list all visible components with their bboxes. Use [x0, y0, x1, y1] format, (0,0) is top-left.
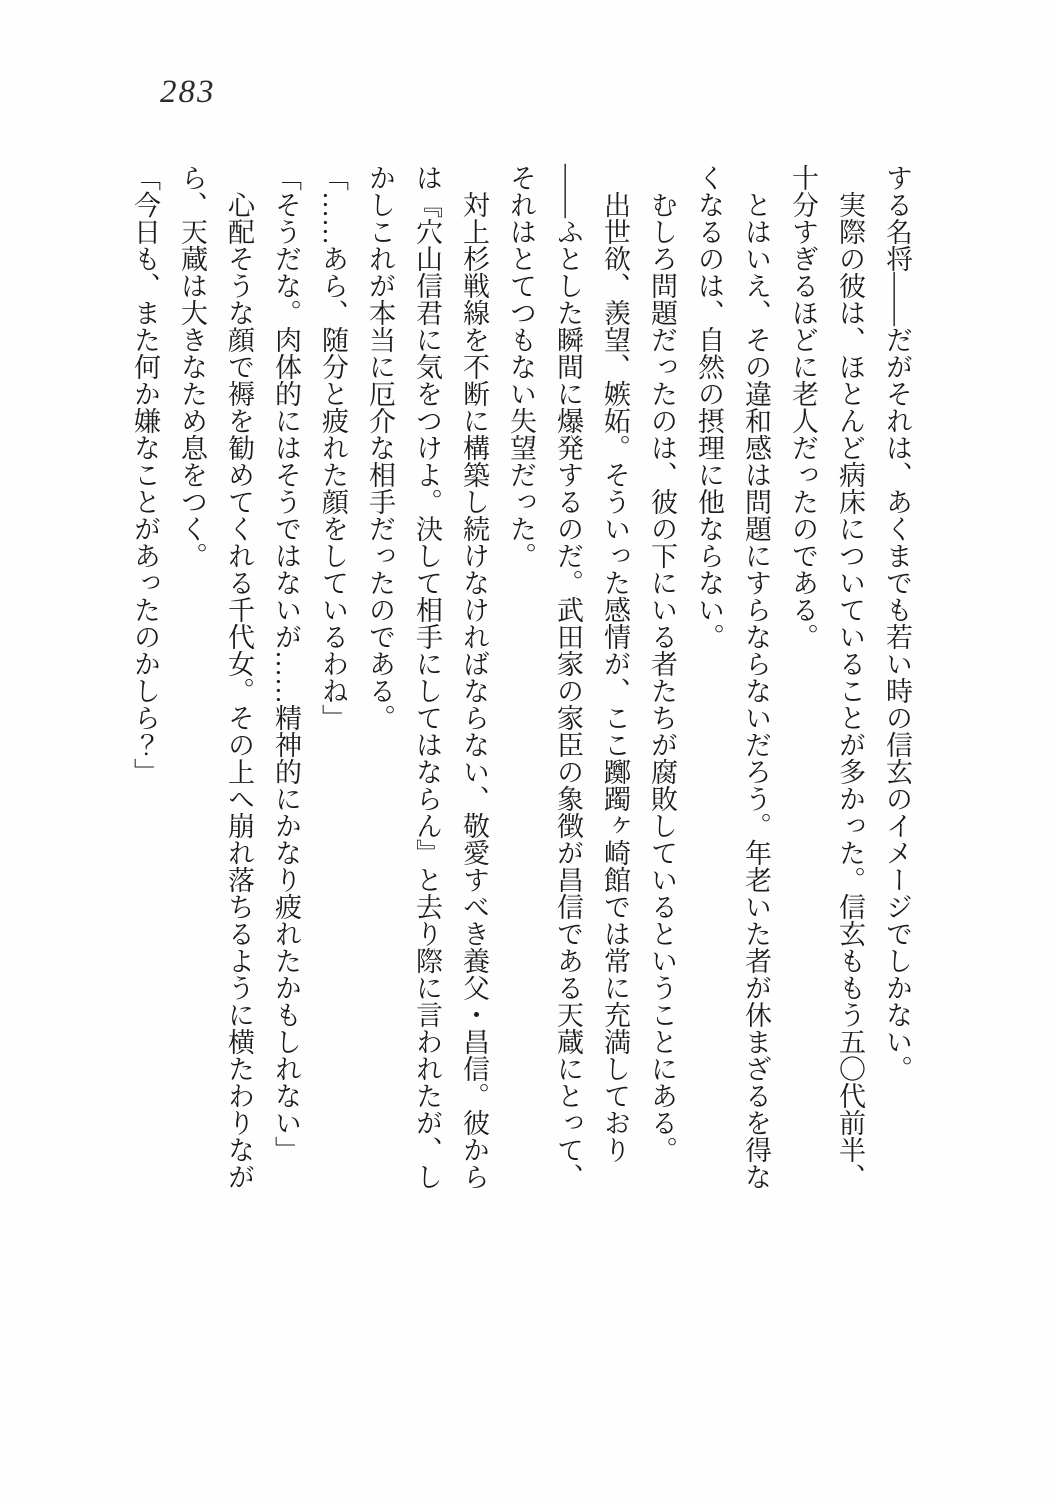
text-line: する名将――だがそれは、あくまでも若い時の信玄のイメージでしかない。	[882, 164, 912, 1082]
text-line: それはとてつもない失望だった。	[506, 164, 536, 569]
text-line: かしこれが本当に厄介な相手だったのである。	[365, 164, 395, 731]
text-line: ――ふとした瞬間に爆発するのだ。武田家の家臣の象徴が昌信である天蔵にとって、	[553, 164, 583, 1190]
text-line: 対上杉戦線を不断に構築し続けなければならない、敬愛すべき養父・昌信。彼から	[459, 164, 489, 1190]
page-number: 283	[160, 74, 216, 110]
text-line: 出世欲、羨望、嫉妬。そういった感情が、ここ躑躅ヶ崎館では常に充満しており	[600, 164, 630, 1163]
text-line: 心配そうな顔で褥を勧めてくれる千代女。その上へ崩れ落ちるように横たわりなが	[224, 164, 254, 1190]
text-line: 「今日も、また何か嫌なことがあったのかしら？」	[130, 164, 160, 785]
text-line: 「そうだな。肉体的にはそうではないが……精神的にかなり疲れたかもしれない」	[271, 164, 301, 1163]
text-line: 実際の彼は、ほとんど病床についていることが多かった。信玄ももう五〇代前半、	[835, 164, 865, 1190]
text-line: は『穴山信君に気をつけよ。決して相手にしてはならん』と去り際に言われたが、し	[412, 164, 442, 1190]
text-line: ら、天蔵は大きなため息をつく。	[177, 164, 207, 569]
text-line: とはいえ、その違和感は問題にすらならないだろう。年老いた者が休まざるを得な	[741, 164, 771, 1190]
text-line: 「……あら、随分と疲れた顔をしているわね」	[318, 164, 348, 731]
text-line: くなるのは、自然の摂理に他ならない。	[694, 164, 724, 650]
text-line: むしろ問題だったのは、彼の下にいる者たちが腐敗しているということにある。	[647, 164, 677, 1163]
text-block	[121, 164, 920, 1196]
text-line: 十分すぎるほどに老人だったのである。	[788, 164, 818, 650]
